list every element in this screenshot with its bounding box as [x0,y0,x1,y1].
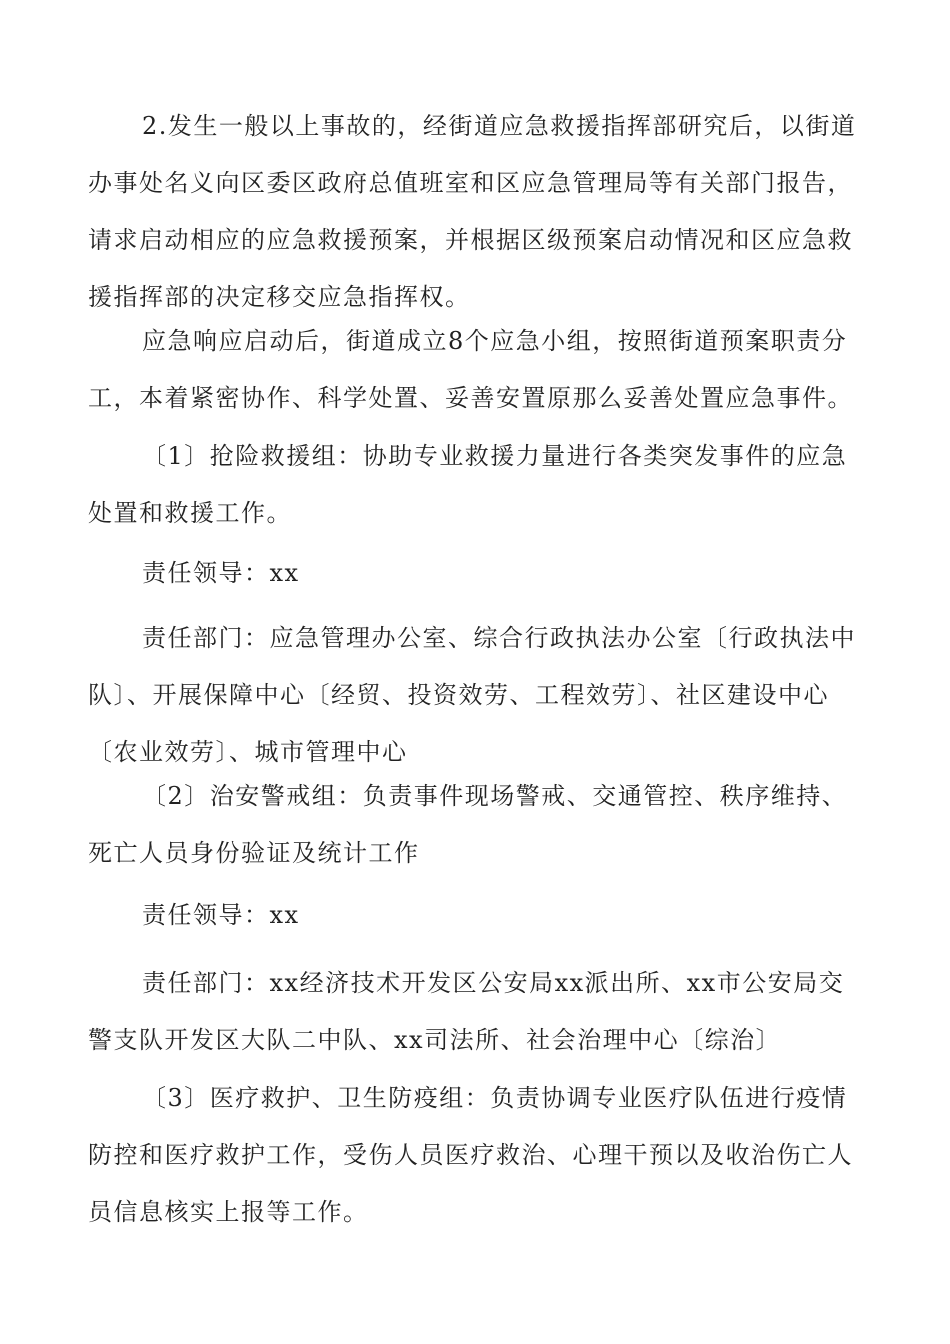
text-line: 工，本着紧密协作、科学处置、妥善安置原那么妥善处置应急事件。 [88,384,853,412]
text-line: 责任领导：xx [142,901,300,929]
text-line: 队〕、开展保障中心〔经贸、投资效劳、工程效劳〕、社区建设中心 [88,681,829,709]
paragraph-report-escalation [88,98,858,326]
text-line: 2.发生一般以上事故的，经街道应急救援指挥部研究后，以街道 [142,112,857,140]
text-line: 〔2〕治安警戒组：负责事件现场警戒、交通管控、秩序维持、 [142,782,848,810]
paragraph-rescue-group [88,428,858,542]
text-line: 警支队开发区大队二中队、xx司法所、社会治理中心〔综治〕 [88,1026,782,1054]
paragraph-security-group [88,768,858,882]
text-line: 〔1〕抢险救援组：协助专业救援力量进行各类突发事件的应急 [142,442,848,470]
text-line: 员信息核实上报等工作。 [88,1198,369,1226]
text-line: 办事处名义向区委区政府总值班室和区应急管理局等有关部门报告， [88,169,853,197]
text-line: 责任部门：应急管理办公室、综合行政执法办公室〔行政执法中 [142,624,856,652]
paragraph-rescue-leader [88,545,858,602]
paragraph-security-leader [88,887,858,944]
text-line: 责任部门：xx经济技术开发区公安局xx派出所、xx市公安局交 [142,969,845,997]
paragraph-medical-group [88,1070,858,1241]
text-line: 〔农业效劳〕、城市管理中心 [88,738,408,766]
text-line: 死亡人员身份验证及统计工作 [88,839,420,867]
paragraph-response-groups [88,313,858,427]
text-line: 援指挥部的决定移交应急指挥权。 [88,283,471,311]
text-line: 处置和救援工作。 [88,499,292,527]
paragraph-security-departments [88,955,858,1069]
text-line: 请求启动相应的应急救援预案，并根据区级预案启动情况和区应急救 [88,226,853,254]
text-line: 防控和医疗救护工作，受伤人员医疗救治、心理干预以及收治伤亡人 [88,1141,853,1169]
text-line: 责任领导：xx [142,559,300,587]
paragraph-rescue-departments [88,610,858,781]
text-line: 〔3〕医疗救护、卫生防疫组：负责协调专业医疗队伍进行疫情 [142,1084,848,1112]
text-line: 应急响应启动后，街道成立8个应急小组，按照街道预案职责分 [142,327,848,355]
